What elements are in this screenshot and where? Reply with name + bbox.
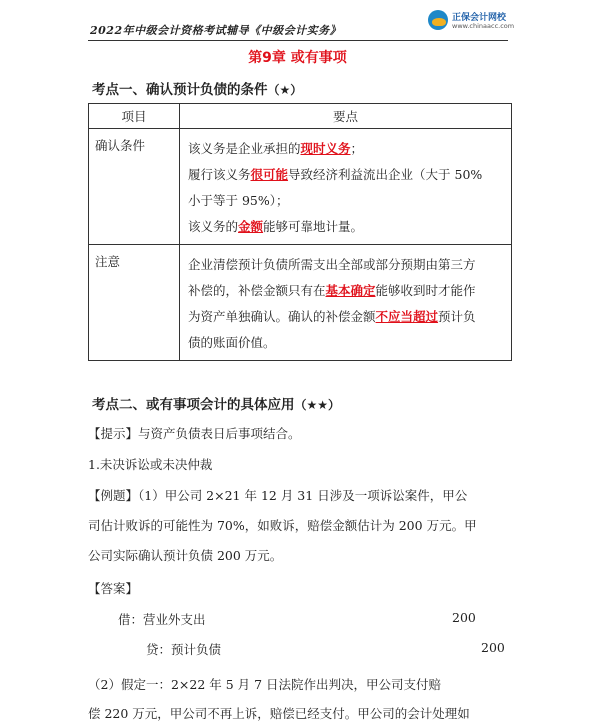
table-row <box>89 129 512 245</box>
journal-debit-label: 借：营业外支出 <box>118 612 206 627</box>
star-rating: （★★） <box>294 398 341 412</box>
content-line: 补偿的，补偿金额只有在基本确定能够收到时才能作 <box>188 283 476 298</box>
assumption-text: 偿 220 万元，甲公司不再上诉，赔偿已经支付。甲公司的会计处理如 <box>88 706 470 721</box>
logo-name: 正保会计网校 <box>452 13 507 23</box>
content-line: 为资产单独确认。确认的补偿金额不应当超过预计负 <box>188 309 476 324</box>
table-header-points: 要点 <box>180 104 512 129</box>
item-heading: 1.未决诉讼或未决仲裁 <box>88 457 213 472</box>
answer-label: 【答案】 <box>88 581 139 596</box>
content-line: 小于等于 95%）； <box>188 193 289 208</box>
table-header-item: 项目 <box>89 104 180 129</box>
content-line: 债的账面价值。 <box>188 335 276 350</box>
header-title: 2022年中级会计资格考试辅导《中级会计实务》 <box>90 24 342 37</box>
logo-mark-icon <box>428 10 448 30</box>
table-row <box>89 245 512 361</box>
example-text: 公司实际确认预计负债 200 万元。 <box>88 548 283 563</box>
chapter-title: 第9章 或有事项 <box>248 50 347 66</box>
content-line: 该义务的金额能够可靠地计量。 <box>188 219 364 234</box>
table-header-row <box>89 104 512 129</box>
tip-text: 【提示】与资产负债表日后事项结合。 <box>88 426 301 441</box>
row-content <box>180 129 512 245</box>
row-content <box>180 245 512 361</box>
row-label: 注意 <box>89 245 180 361</box>
section-heading-2 <box>92 393 340 413</box>
brand-logo <box>428 8 558 38</box>
content-line: 履行该义务很可能导致经济利益流出企业（大于 50% <box>188 167 483 182</box>
conditions-table <box>88 103 512 361</box>
row-label: 确认条件 <box>89 129 180 245</box>
section-heading-1 <box>92 78 302 98</box>
content-line: 该义务是企业承担的现时义务； <box>188 141 364 156</box>
logo-url: www.chinaacc.com <box>452 22 515 30</box>
star-rating: （★） <box>267 83 303 97</box>
example-text: 【例题】（1）甲公司 2×21 年 12 月 31 日涉及一项诉讼案件，甲公 <box>88 488 468 503</box>
section-title: 考点一、确认预计负债的条件 <box>92 82 268 98</box>
example-text: 司估计败诉的可能性为 70%，如败诉，赔偿金额估计为 200 万元。甲 <box>88 518 477 533</box>
page-header <box>88 13 515 41</box>
content-line: 企业清偿预计负债所需支出全部或部分预期由第三方 <box>188 257 476 272</box>
section-title: 考点二、或有事项会计的具体应用 <box>92 397 295 413</box>
journal-credit-label: 贷：预计负债 <box>146 642 222 657</box>
journal-credit-amount: 200 <box>481 640 505 655</box>
journal-debit-amount: 200 <box>452 610 476 625</box>
assumption-text: （2）假定一：2×22 年 5 月 7 日法院作出判决，甲公司支付赔 <box>88 677 442 692</box>
